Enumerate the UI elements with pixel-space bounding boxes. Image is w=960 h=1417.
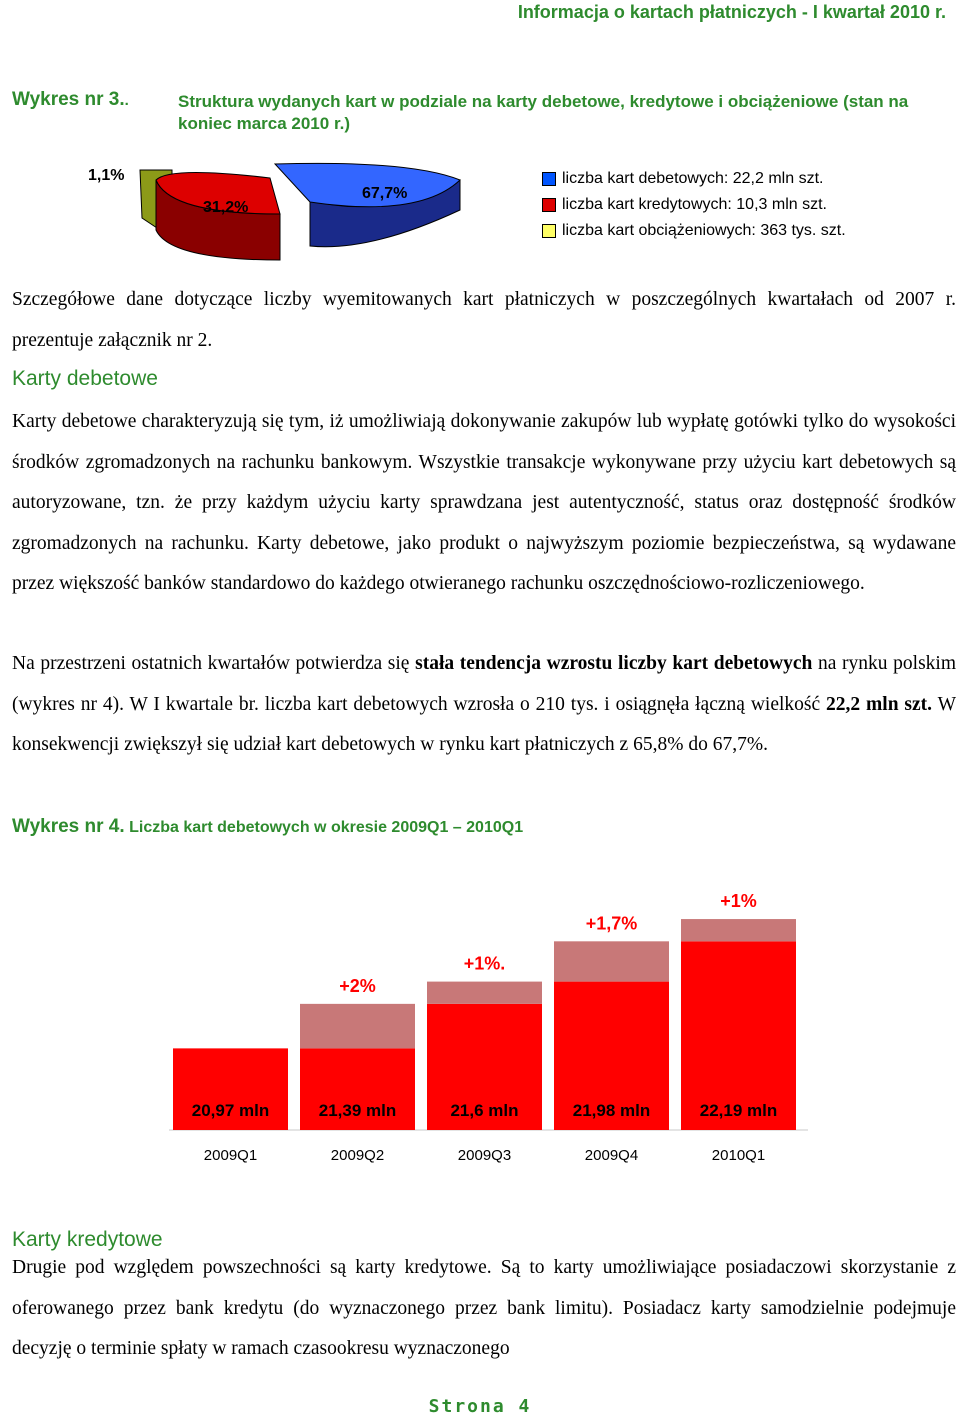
- figure3-label: [12, 89, 129, 111]
- category-label-2009Q3: 2009Q3: [457, 1147, 512, 1164]
- paragraph-credit-description: Drugie pod względem powszechności są karty kredytowe. Są to karty umożliwiające posiadaczowi skorzystanie z oferowanego przez bank kredytu (do wyznaczonego przez bank limitu). Posiadacz karty samodzielnie podejmuje decyzję o terminie spłaty w ramach czasookresu wyznaczonego: [12, 1257, 956, 1359]
- pie-label-charge: 1,1%: [88, 167, 125, 184]
- heading-credit-cards: Karty kredytowe: [12, 1228, 163, 1251]
- value-label-2009Q3: 21,6 mln: [450, 1101, 519, 1120]
- bar-increment-2010Q1: [681, 919, 796, 941]
- legend-item-charge: [542, 218, 846, 244]
- paragraph-debit-description: Karty debetowe charakteryzują się tym, iż umożliwiają dokonywanie zakupów lub wypłatę gotówki tylko do wysokości środków zgromadzonych na rachunku bankowym. Wszystkie transakcje wykonywane przy użyciu kart debetowych są autoryzowane, tzn. że przy każdym użyciu karty sprawdzana jest autentyczność, status oraz dostępność środków zgromadzonych na rachunku. Karty debetowe, jako produkt o najwyższym poziomie bezpieczeństwa, są wydawane przez większość banków standardowo do każdego otwieranego rachunku oszczędnościowo-rozliczeniowego.: [12, 411, 956, 594]
- page-header-title: Informacja o kartach płatniczych - I kwartał 2010 r.: [517, 2, 946, 22]
- growth-label-2009Q4: +1,7%: [585, 913, 638, 934]
- figure4-bar-chart: [160, 880, 820, 1180]
- category-label-2009Q2: 2009Q2: [330, 1147, 385, 1164]
- figure4-title: [12, 816, 523, 838]
- growth-label-2010Q1: +1%: [720, 891, 757, 912]
- trend-text-e: W konsekwencji zwiększył się udział kart debetowych w rynku kart płatniczych z 65,8% do 67,7%.: [12, 693, 957, 755]
- value-label-2009Q2: 21,39 mln: [318, 1101, 397, 1120]
- legend-swatch-debit: [542, 172, 556, 186]
- bar-increment-2009Q3: [427, 982, 542, 1004]
- pie-label-debit: 67,7%: [362, 185, 408, 202]
- page-number: Strona 4: [428, 1396, 532, 1417]
- legend-swatch-credit: [542, 198, 556, 212]
- legend-label-charge: liczba kart obciążeniowych: 363 tys. szt.: [562, 222, 846, 239]
- figure4-caption: Liczba kart debetowych w okresie 2009Q1 – 2010Q1: [129, 819, 524, 836]
- figure3-caption: Struktura wydanych kart w podziale na karty debetowe, kredytowe i obciążeniowe (stan na koniec marca 2010 r.): [178, 92, 909, 133]
- figure3-label-text: Wykres nr 3.: [12, 89, 125, 110]
- value-label-2010Q1: 22,19 mln: [699, 1101, 778, 1120]
- legend-item-debit: [542, 166, 846, 192]
- legend-label-debit: liczba kart debetowych: 22,2 mln szt.: [562, 170, 824, 187]
- category-label-2010Q1: 2010Q1: [711, 1147, 766, 1164]
- legend-swatch-charge: [542, 224, 556, 238]
- paragraph-attachment-note: Szczegółowe dane dotyczące liczby wyemitowanych kart płatniczych w poszczególnych kwartałach od 2007 r. prezentuje załącznik nr 2.: [12, 289, 956, 351]
- value-label-2009Q4: 21,98 mln: [572, 1101, 651, 1120]
- trend-text-c: na rynku polskim (wykres nr 4). W I kwartale br. liczba kart debetowych wzrosła o 210 tys. i osiągnęła łączną wielkość: [12, 653, 956, 715]
- pie-label-credit: 31,2%: [203, 199, 249, 216]
- paragraph-debit-trend: [12, 644, 956, 766]
- trend-text-bold: stała tendencja wzrostu liczby kart debetowych: [415, 653, 813, 674]
- growth-label-2009Q2: +2%: [339, 975, 376, 996]
- trend-text-a: Na przestrzeni ostatnich kwartałów potwierdza się: [12, 653, 416, 674]
- growth-label-2009Q3: +1%.: [463, 953, 506, 974]
- heading-debit-cards: Karty debetowe: [12, 367, 158, 390]
- category-label-2009Q4: 2009Q4: [584, 1147, 639, 1164]
- figure3-label-suffix: .: [124, 92, 129, 109]
- figure3-legend: [542, 166, 846, 244]
- value-label-2009Q1: 20,97 mln: [191, 1101, 270, 1120]
- trend-text-total: 22,2 mln szt.: [826, 693, 933, 715]
- category-label-2009Q1: 2009Q1: [203, 1147, 258, 1164]
- figure4-label: Wykres nr 4.: [12, 816, 125, 837]
- bar-increment-2009Q2: [300, 1004, 415, 1049]
- bar-increment-2009Q4: [554, 941, 669, 981]
- figure3-pie-chart: [80, 160, 480, 270]
- legend-item-credit: [542, 192, 846, 218]
- legend-label-credit: liczba kart kredytowych: 10,3 mln szt.: [562, 196, 827, 213]
